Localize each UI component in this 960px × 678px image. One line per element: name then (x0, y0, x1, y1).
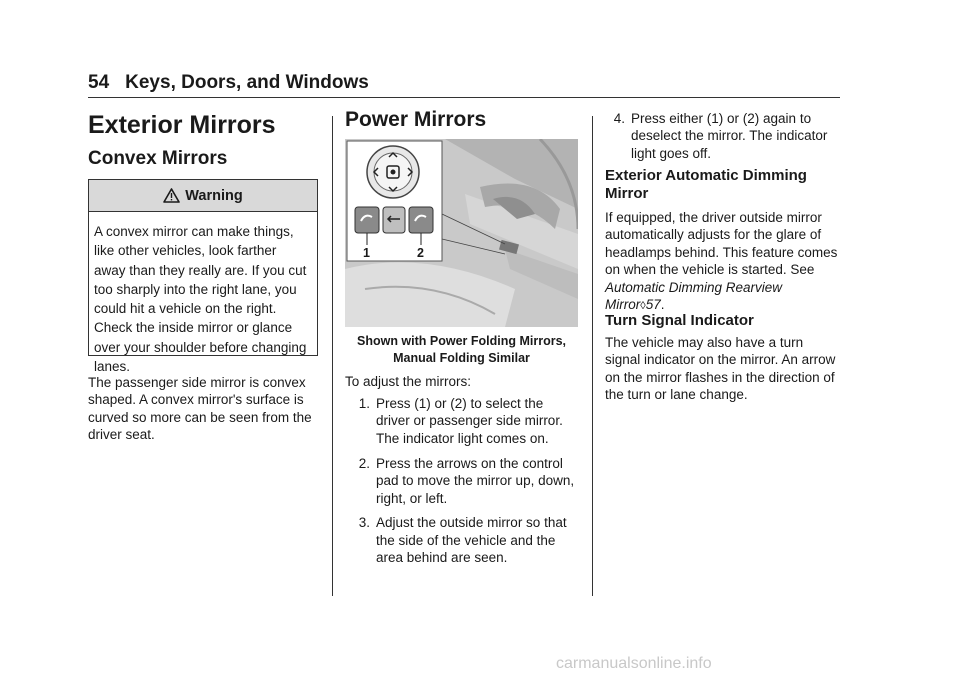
list-item (350, 455, 580, 507)
warning-text: A convex mirror can make things, like other vehicles, look farther away than they really are. If you cut too sharply into the right lane, you could hit a vehicle on the right. Check the inside mirror or glance over your shoulder before changing lanes. (94, 224, 307, 375)
adjust-steps-list (350, 395, 580, 574)
callout-label-1: 1 (363, 246, 370, 260)
heading-auto-dimming-mirror: Exterior Automatic Dimming Mirror (605, 167, 807, 202)
list-item (350, 395, 580, 447)
step-text: Adjust the outside mirror so that the side of the vehicle and the area behind are seen. (376, 515, 567, 566)
step-number: 2. (358, 455, 370, 471)
section-title-power-mirrors: Power Mirrors (345, 108, 487, 131)
figure-caption: Shown with Power Folding Mirrors, Manual Folding Similar (356, 334, 567, 365)
callout-label-2: 2 (417, 246, 424, 260)
convex-mirror-paragraph: The passenger side mirror is convex shaped. A convex mirror's surface is curved so more can be seen from the driver seat. (88, 375, 312, 443)
adjust-steps-continued (605, 110, 840, 170)
step-text: Press the arrows on the control pad to move the mirror up, down, right, or left. (376, 455, 575, 506)
page-reference-link[interactable]: 57 (645, 297, 661, 313)
step-number: 3. (358, 515, 370, 531)
chapter-title: Keys, Doors, and Windows (125, 72, 369, 93)
period: . (660, 297, 665, 313)
heading-turn-signal-indicator: Turn Signal Indicator (605, 312, 754, 329)
subsection-title-convex-mirrors: Convex Mirrors (88, 148, 228, 169)
step-number: 4. (613, 111, 625, 126)
watermark: carmanualsonline.info (556, 655, 712, 672)
step-text: Press (1) or (2) to select the driver or passenger side mirror. The indicator light comes on. (376, 396, 563, 446)
auto-dimming-paragraph (605, 209, 841, 315)
power-mirror-control-illustration (345, 139, 578, 327)
page-number: 54 (88, 72, 110, 93)
page-reference-icon: ◊ (640, 300, 646, 313)
turn-signal-paragraph: The vehicle may also have a turn signal indicator on the mirror. An arrow on the mirror flashes in the direction of the turn or lane change. (605, 335, 836, 403)
warning-label: Warning (185, 187, 243, 204)
list-item (605, 110, 840, 162)
auto-dimming-text: If equipped, the driver outside mirror automatically adjusts for the glare of headlamps behind. This feature comes on when the vehicle is started. See (605, 210, 838, 278)
auto-dimming-rearview-mirror-link[interactable]: Automatic Dimming Rearview Mirror (605, 279, 783, 313)
warning-icon (163, 188, 180, 203)
warning-box (88, 179, 318, 375)
step-number: 1. (358, 396, 370, 411)
column-divider-left (332, 116, 333, 596)
step-text: Press either (1) or (2) again to deselect the mirror. The indicator light goes off. (631, 111, 828, 161)
section-title-exterior-mirrors: Exterior Mirrors (88, 111, 276, 139)
warning-header (89, 180, 317, 212)
column-divider-right (592, 116, 593, 596)
header-rule (88, 97, 840, 98)
list-item (350, 514, 580, 566)
door-panel-illustration (345, 139, 578, 327)
page-header (88, 72, 369, 94)
adjust-intro: To adjust the mirrors: (345, 374, 472, 389)
